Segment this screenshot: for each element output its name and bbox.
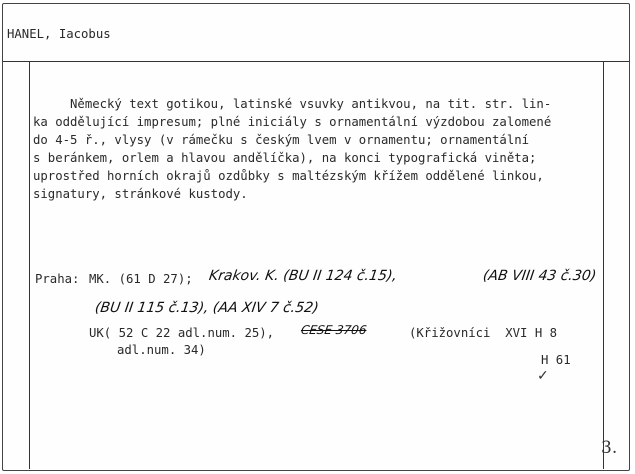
heading-rule [3, 61, 629, 62]
krizovnici-shelfmark: (Křižovníci XVI H 8 [409, 326, 558, 340]
adl-num: adl.num. 34) [117, 343, 206, 357]
description-line: uprostřed horních okrajů ozdůbky s maltézským křížem oddělené linkou, [33, 169, 544, 183]
h61-shelfmark: H 61 [541, 353, 571, 367]
mk-shelfmark: MK. (61 D 27); [89, 272, 193, 286]
handwritten-krakov-note: Krakov. K. (BU II 124 č.15), [207, 268, 398, 284]
description-line: do 4-5 ř., vlysy (v rámečku s českým lvem v ornamentu; ornamentální [33, 133, 530, 147]
description-line: signatury, stránkové kustody. [33, 187, 248, 201]
page-number: 3. [601, 438, 618, 458]
description-line: ka oddělující impresum; plné iniciály s ornamentální výzdobou zalomené [33, 115, 552, 129]
uk-shelfmark: UK( 52 C 22 adl.num. 25), [89, 326, 275, 340]
struck-handwritten-note: CESE 3706 [300, 323, 368, 337]
handwritten-bu-aa-note: (BU II 115 č.13), (AA XIV 7 č.52) [93, 300, 320, 316]
description-line: Německý text gotikou, latinské vsuvky antikvou, na tit. str. lin- [33, 97, 552, 111]
praha-label: Praha: [35, 272, 80, 286]
description-line: s beránkem, orlem a hlavou andělíčka), na konci typografická viněta; [33, 151, 537, 165]
handwritten-ab-note: (AB VIII 43 č.30) [481, 268, 598, 284]
right-margin-line [603, 61, 604, 469]
left-margin-line [29, 61, 30, 469]
check-mark: ✓ [537, 368, 549, 384]
catalog-card [2, 3, 630, 471]
card-heading: HANEL, Iacobus [7, 27, 111, 41]
